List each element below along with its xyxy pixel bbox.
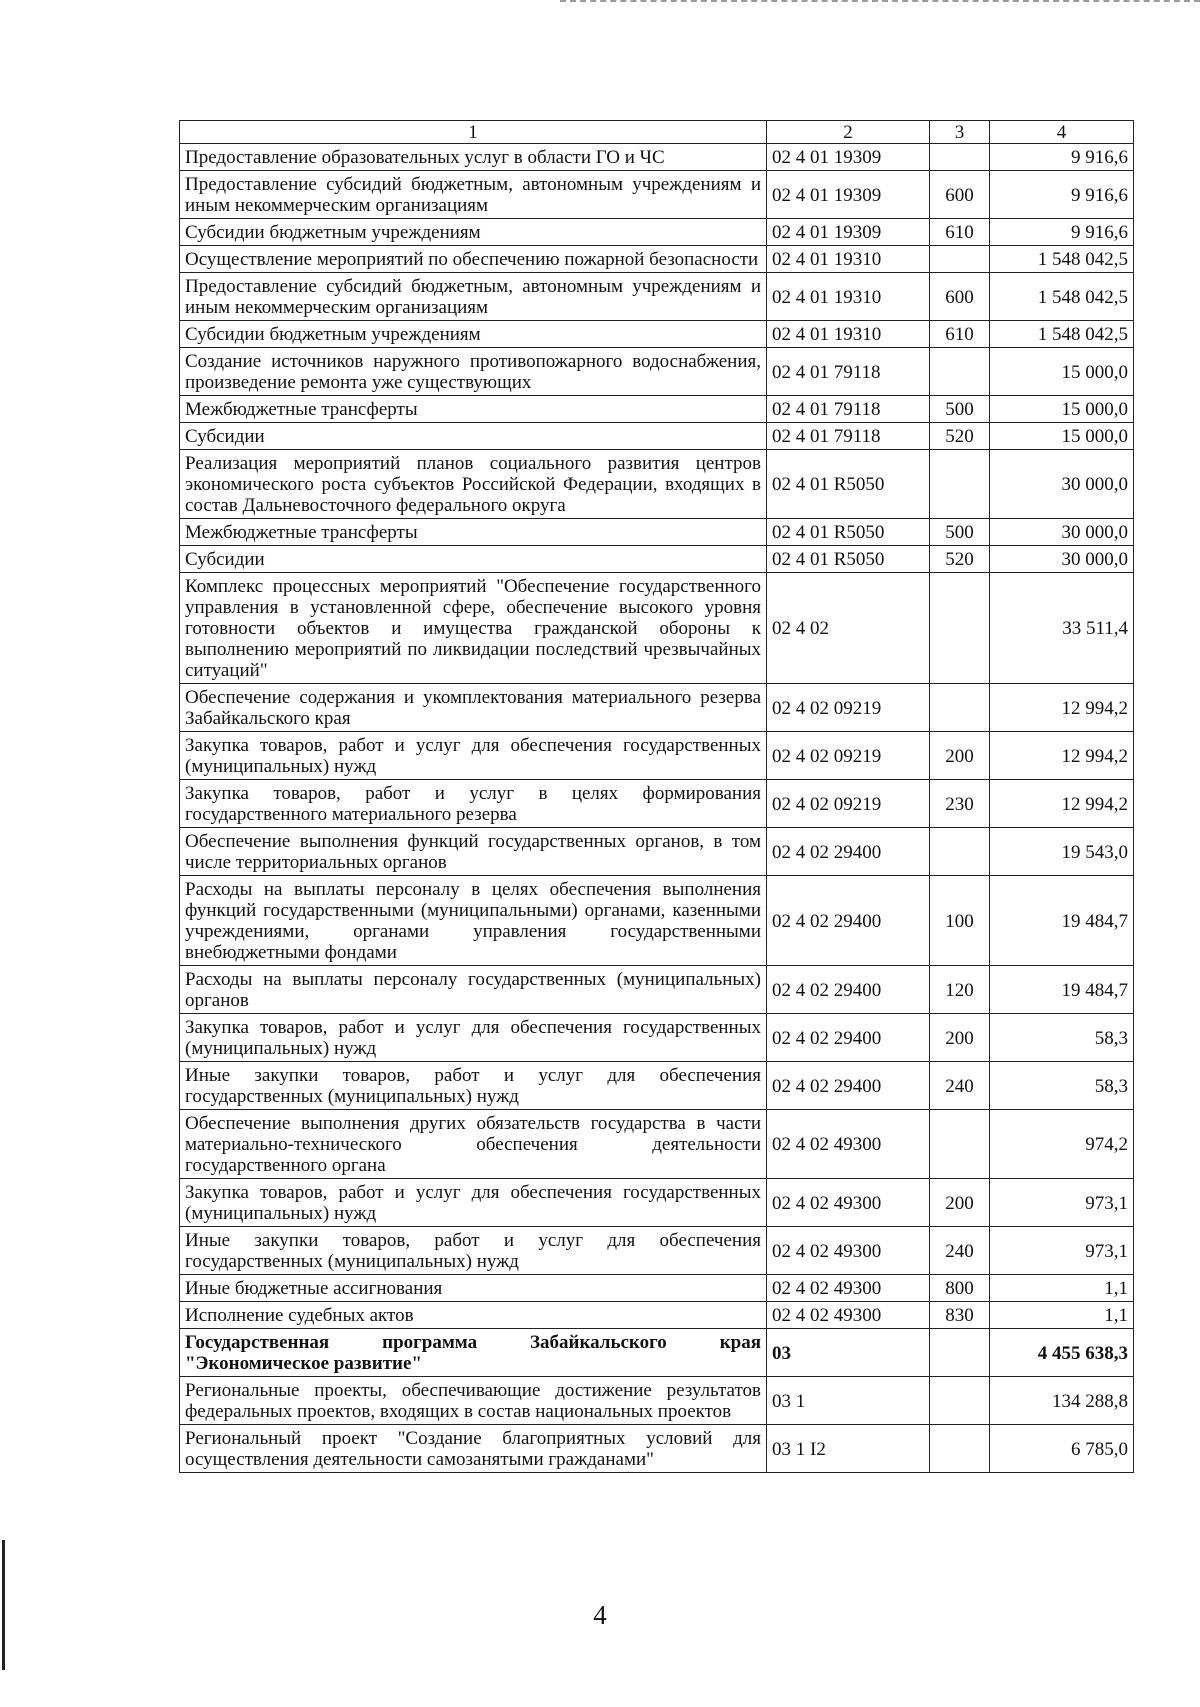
table-row xyxy=(180,1329,1134,1377)
table-row xyxy=(180,450,1134,519)
row-amount-cell: 30 000,0 xyxy=(990,519,1134,546)
row-amount-cell: 973,1 xyxy=(990,1179,1134,1227)
row-type-cell: 600 xyxy=(930,171,990,219)
row-type-cell xyxy=(930,1377,990,1425)
row-name-cell: Предоставление субсидий бюджетным, автономным учреждениям и иным некоммерческим организациям xyxy=(180,171,767,219)
row-amount-cell: 33 511,4 xyxy=(990,573,1134,684)
row-name-cell: Осуществление мероприятий по обеспечению пожарной безопасности xyxy=(180,246,767,273)
row-name-cell: Закупка товаров, работ и услуг для обеспечения государственных (муниципальных) нужд xyxy=(180,1014,767,1062)
row-name-cell: Комплекс процессных мероприятий "Обеспечение государственного управления в установленной сфере, обеспечение высокого уровня готовности объектов и имущества гражданской обороны к выполнению мероприятий по ликвидации последствий чрезвычайных ситуаций" xyxy=(180,573,767,684)
row-code-cell: 02 4 02 49300 xyxy=(767,1275,930,1302)
row-amount-cell: 134 288,8 xyxy=(990,1377,1134,1425)
row-code-cell: 02 4 02 29400 xyxy=(767,966,930,1014)
table-row xyxy=(180,396,1134,423)
row-amount-cell: 9 916,6 xyxy=(990,144,1134,171)
row-type-cell xyxy=(930,144,990,171)
row-amount-cell: 1 548 042,5 xyxy=(990,321,1134,348)
row-code-cell: 02 4 01 79118 xyxy=(767,423,930,450)
row-code-cell: 02 4 02 29400 xyxy=(767,1062,930,1110)
row-code-cell: 02 4 01 19310 xyxy=(767,246,930,273)
row-amount-cell: 15 000,0 xyxy=(990,423,1134,450)
row-amount-cell: 15 000,0 xyxy=(990,396,1134,423)
table-body xyxy=(180,144,1134,1473)
row-type-cell xyxy=(930,1425,990,1473)
row-name-cell: Расходы на выплаты персоналу в целях обеспечения выполнения функций государственными (муниципальными) органами, казенными учреждениями, органами управления государственными внебюджетными фондами xyxy=(180,876,767,966)
row-code-cell: 02 4 01 19309 xyxy=(767,144,930,171)
row-name-cell: Межбюджетные трансферты xyxy=(180,396,767,423)
table-row xyxy=(180,780,1134,828)
row-name-cell: Субсидии бюджетным учреждениям xyxy=(180,321,767,348)
row-amount-cell: 12 994,2 xyxy=(990,732,1134,780)
row-name-cell: Региональный проект "Создание благоприятных условий для осуществления деятельности самозанятыми гражданами" xyxy=(180,1425,767,1473)
row-amount-cell: 1,1 xyxy=(990,1275,1134,1302)
row-name-cell: Исполнение судебных актов xyxy=(180,1302,767,1329)
row-type-cell: 600 xyxy=(930,273,990,321)
table-row xyxy=(180,1062,1134,1110)
table-row xyxy=(180,423,1134,450)
row-code-cell: 02 4 02 29400 xyxy=(767,828,930,876)
row-amount-cell: 19 484,7 xyxy=(990,966,1134,1014)
table-header xyxy=(180,121,1134,144)
table-row xyxy=(180,519,1134,546)
row-type-cell: 240 xyxy=(930,1227,990,1275)
row-name-cell: Расходы на выплаты персоналу государственных (муниципальных) органов xyxy=(180,966,767,1014)
row-amount-cell: 30 000,0 xyxy=(990,450,1134,519)
budget-table xyxy=(179,120,1134,1473)
row-amount-cell: 15 000,0 xyxy=(990,348,1134,396)
table-row xyxy=(180,171,1134,219)
table-row xyxy=(180,1179,1134,1227)
row-type-cell xyxy=(930,450,990,519)
row-amount-cell: 9 916,6 xyxy=(990,219,1134,246)
row-type-cell: 800 xyxy=(930,1275,990,1302)
row-amount-cell: 9 916,6 xyxy=(990,171,1134,219)
row-type-cell: 200 xyxy=(930,1014,990,1062)
row-name-cell: Иные закупки товаров, работ и услуг для обеспечения государственных (муниципальных) нужд xyxy=(180,1062,767,1110)
row-type-cell: 520 xyxy=(930,546,990,573)
table-row xyxy=(180,573,1134,684)
row-code-cell: 02 4 02 09219 xyxy=(767,732,930,780)
row-code-cell: 02 4 01 R5050 xyxy=(767,546,930,573)
row-type-cell: 830 xyxy=(930,1302,990,1329)
table-row xyxy=(180,219,1134,246)
row-type-cell: 230 xyxy=(930,780,990,828)
table-row xyxy=(180,246,1134,273)
table-row xyxy=(180,828,1134,876)
row-name-cell: Обеспечение содержания и укомплектования материального резерва Забайкальского края xyxy=(180,684,767,732)
table-row xyxy=(180,321,1134,348)
row-code-cell: 03 1 I2 xyxy=(767,1425,930,1473)
row-type-cell: 610 xyxy=(930,321,990,348)
row-name-cell: Создание источников наружного противопожарного водоснабжения, произведение ремонта уже существующих xyxy=(180,348,767,396)
row-code-cell: 02 4 01 19309 xyxy=(767,171,930,219)
row-name-cell: Реализация мероприятий планов социального развития центров экономического роста субъектов Российской Федерации, входящих в состав Дальневосточного федерального округа xyxy=(180,450,767,519)
row-amount-cell: 58,3 xyxy=(990,1014,1134,1062)
row-name-cell: Предоставление субсидий бюджетным, автономным учреждениям и иным некоммерческим организациям xyxy=(180,273,767,321)
row-name-cell: Иные закупки товаров, работ и услуг для обеспечения государственных (муниципальных) нужд xyxy=(180,1227,767,1275)
row-name-cell: Закупка товаров, работ и услуг в целях формирования государственного материального резерва xyxy=(180,780,767,828)
table-row xyxy=(180,1014,1134,1062)
row-type-cell xyxy=(930,573,990,684)
page-number: 4 xyxy=(593,1600,607,1630)
row-code-cell: 02 4 02 49300 xyxy=(767,1302,930,1329)
row-amount-cell: 6 785,0 xyxy=(990,1425,1134,1473)
table-row xyxy=(180,1302,1134,1329)
row-type-cell xyxy=(930,348,990,396)
row-amount-cell: 973,1 xyxy=(990,1227,1134,1275)
row-type-cell: 610 xyxy=(930,219,990,246)
table-row xyxy=(180,876,1134,966)
row-name-cell: Предоставление образовательных услуг в области ГО и ЧС xyxy=(180,144,767,171)
row-code-cell: 02 4 01 R5050 xyxy=(767,450,930,519)
row-type-cell: 100 xyxy=(930,876,990,966)
row-code-cell: 02 4 02 29400 xyxy=(767,876,930,966)
row-name-cell: Государственная программа Забайкальского края "Экономическое развитие" xyxy=(180,1329,767,1377)
table-row xyxy=(180,1425,1134,1473)
row-code-cell: 02 4 01 19310 xyxy=(767,273,930,321)
table-row xyxy=(180,966,1134,1014)
row-name-cell: Закупка товаров, работ и услуг для обеспечения государственных (муниципальных) нужд xyxy=(180,732,767,780)
row-type-cell: 200 xyxy=(930,1179,990,1227)
row-amount-cell: 4 455 638,3 xyxy=(990,1329,1134,1377)
row-name-cell: Региональные проекты, обеспечивающие достижение результатов федеральных проектов, входящих в состав национальных проектов xyxy=(180,1377,767,1425)
table-row xyxy=(180,348,1134,396)
table-row xyxy=(180,1275,1134,1302)
row-amount-cell: 12 994,2 xyxy=(990,684,1134,732)
row-amount-cell: 19 543,0 xyxy=(990,828,1134,876)
table-row xyxy=(180,1110,1134,1179)
row-amount-cell: 12 994,2 xyxy=(990,780,1134,828)
row-code-cell: 02 4 02 49300 xyxy=(767,1110,930,1179)
row-type-cell: 240 xyxy=(930,1062,990,1110)
table-row xyxy=(180,732,1134,780)
row-type-cell xyxy=(930,684,990,732)
row-type-cell: 120 xyxy=(930,966,990,1014)
row-type-cell xyxy=(930,828,990,876)
column-header-2: 2 xyxy=(767,121,930,144)
row-name-cell: Субсидии xyxy=(180,546,767,573)
row-amount-cell: 974,2 xyxy=(990,1110,1134,1179)
row-code-cell: 02 4 01 79118 xyxy=(767,396,930,423)
table-row xyxy=(180,1377,1134,1425)
row-code-cell: 02 4 01 79118 xyxy=(767,348,930,396)
row-amount-cell: 58,3 xyxy=(990,1062,1134,1110)
column-header-1: 1 xyxy=(180,121,767,144)
row-name-cell: Закупка товаров, работ и услуг для обеспечения государственных (муниципальных) нужд xyxy=(180,1179,767,1227)
row-code-cell: 02 4 02 29400 xyxy=(767,1014,930,1062)
row-code-cell: 02 4 02 09219 xyxy=(767,684,930,732)
header-row xyxy=(180,121,1134,144)
row-amount-cell: 1 548 042,5 xyxy=(990,273,1134,321)
scan-top-edge xyxy=(560,0,1200,5)
row-code-cell: 02 4 02 09219 xyxy=(767,780,930,828)
row-name-cell: Обеспечение выполнения функций государственных органов, в том числе территориальных органов xyxy=(180,828,767,876)
row-amount-cell: 19 484,7 xyxy=(990,876,1134,966)
column-header-3: 3 xyxy=(930,121,990,144)
row-code-cell: 02 4 02 xyxy=(767,573,930,684)
table-row xyxy=(180,1227,1134,1275)
row-name-cell: Иные бюджетные ассигнования xyxy=(180,1275,767,1302)
table-row xyxy=(180,273,1134,321)
row-code-cell: 03 xyxy=(767,1329,930,1377)
row-code-cell: 02 4 02 49300 xyxy=(767,1227,930,1275)
row-name-cell: Межбюджетные трансферты xyxy=(180,519,767,546)
row-type-cell: 200 xyxy=(930,732,990,780)
row-code-cell: 02 4 02 49300 xyxy=(767,1179,930,1227)
row-code-cell: 02 4 01 19309 xyxy=(767,219,930,246)
row-type-cell: 500 xyxy=(930,519,990,546)
row-type-cell: 520 xyxy=(930,423,990,450)
row-amount-cell: 30 000,0 xyxy=(990,546,1134,573)
table-row xyxy=(180,546,1134,573)
table-row xyxy=(180,684,1134,732)
column-header-4: 4 xyxy=(990,121,1134,144)
row-type-cell xyxy=(930,246,990,273)
table-row xyxy=(180,144,1134,171)
row-code-cell: 02 4 01 19310 xyxy=(767,321,930,348)
row-amount-cell: 1,1 xyxy=(990,1302,1134,1329)
row-amount-cell: 1 548 042,5 xyxy=(990,246,1134,273)
row-name-cell: Обеспечение выполнения других обязательств государства в части материально-технического обеспечения деятельности государственного органа xyxy=(180,1110,767,1179)
row-name-cell: Субсидии бюджетным учреждениям xyxy=(180,219,767,246)
row-code-cell: 03 1 xyxy=(767,1377,930,1425)
row-type-cell xyxy=(930,1329,990,1377)
row-type-cell: 500 xyxy=(930,396,990,423)
row-code-cell: 02 4 01 R5050 xyxy=(767,519,930,546)
row-name-cell: Субсидии xyxy=(180,423,767,450)
row-type-cell xyxy=(930,1110,990,1179)
